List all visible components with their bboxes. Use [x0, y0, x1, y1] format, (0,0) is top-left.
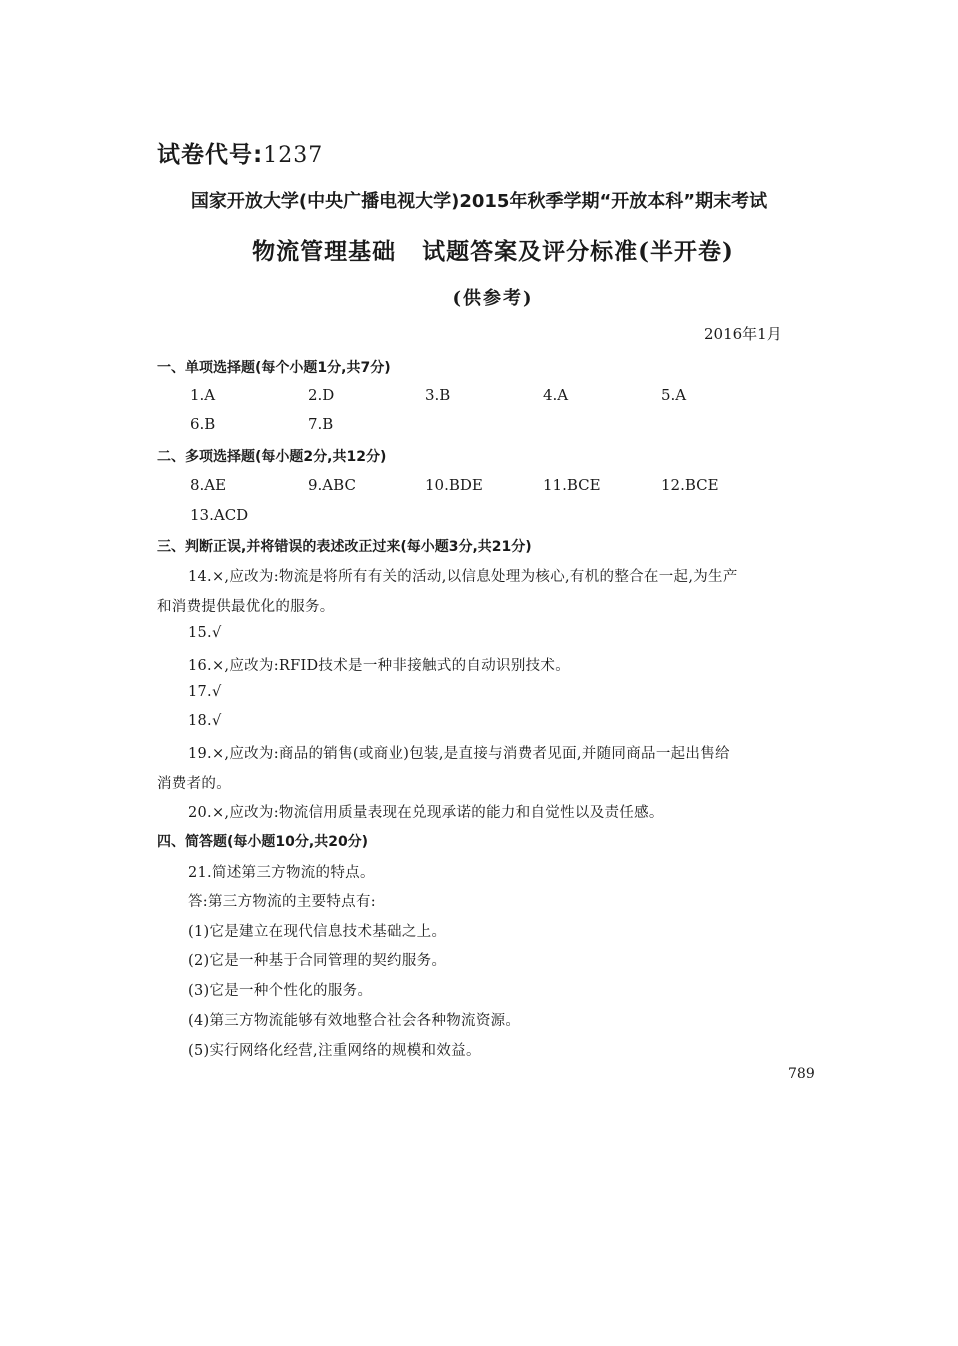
answer-item: 11.BCE — [543, 476, 601, 494]
document-date: 2016年1月 — [704, 325, 782, 343]
answer-line: 20.×,应改为:物流信用质量表现在兑现承诺的能力和自觉性以及责任感。 — [188, 805, 664, 821]
answer-line: 17.√ — [188, 684, 222, 700]
section-title: 一、单项选择题(每个小题1分,共7分) — [157, 360, 391, 376]
answer-line: 18.√ — [188, 713, 222, 729]
answer-item: 6.B — [190, 415, 216, 433]
answer-item: 2.D — [308, 386, 335, 404]
answer-item: 1.A — [190, 386, 216, 404]
answer-line: 答:第三方物流的主要特点有: — [188, 894, 376, 910]
section-title: 二、多项选择题(每小题2分,共12分) — [157, 449, 387, 465]
answer-line: 15.√ — [188, 625, 222, 641]
page-number: 789 — [788, 1066, 815, 1082]
exam-header: 国家开放大学(中央广播电视大学)2015年秋季学期“开放本科”期末考试 — [190, 191, 768, 212]
answer-item: 8.AE — [190, 476, 227, 494]
answer-line: (1)它是建立在现代信息技术基础之上。 — [188, 924, 447, 940]
answer-item: 9.ABC — [308, 476, 356, 494]
section-title: 三、判断正误,并将错误的表述改正过来(每小题3分,共21分) — [157, 539, 532, 555]
course-name: 物流管理基础 — [252, 238, 397, 265]
paper-code-number: 1237 — [263, 143, 324, 168]
answer-line: 消费者的。 — [157, 776, 231, 792]
answer-item: 12.BCE — [661, 476, 719, 494]
answer-line: (4)第三方物流能够有效地整合社会各种物流资源。 — [188, 1013, 521, 1029]
answer-item: 7.B — [308, 415, 334, 433]
document-title — [0, 233, 958, 266]
answer-item: 3.B — [425, 386, 451, 404]
answer-item: 10.BDE — [425, 476, 483, 494]
answer-line: (3)它是一种个性化的服务。 — [188, 983, 373, 999]
answer-line: (5)实行网络化经营,注重网络的规模和效益。 — [188, 1043, 481, 1059]
answer-line: 14.×,应改为:物流是将所有有关的活动,以信息处理为核心,有机的整合在一起,为生产 — [188, 569, 738, 585]
paper-code-label: 试卷代号: — [157, 142, 264, 168]
for-reference-note: (供参考) — [452, 288, 534, 309]
answer-line: 19.×,应改为:商品的销售(或商业)包装,是直接与消费者见面,并随同商品一起出售给 — [188, 746, 730, 762]
answer-item: 5.A — [661, 386, 687, 404]
answer-line: 和消费提供最优化的服务。 — [157, 599, 335, 615]
question-line: 21.简述第三方物流的特点。 — [188, 865, 375, 881]
section-title: 四、简答题(每小题10分,共20分) — [157, 834, 369, 850]
answer-item: 13.ACD — [190, 506, 249, 524]
paper-code — [157, 136, 323, 169]
title-text: 试题答案及评分标准(半开卷) — [422, 238, 734, 265]
answer-line: 16.×,应改为:RFID技术是一种非接触式的自动识别技术。 — [188, 658, 571, 674]
answer-line: (2)它是一种基于合同管理的契约服务。 — [188, 953, 447, 969]
answer-item: 4.A — [543, 386, 569, 404]
